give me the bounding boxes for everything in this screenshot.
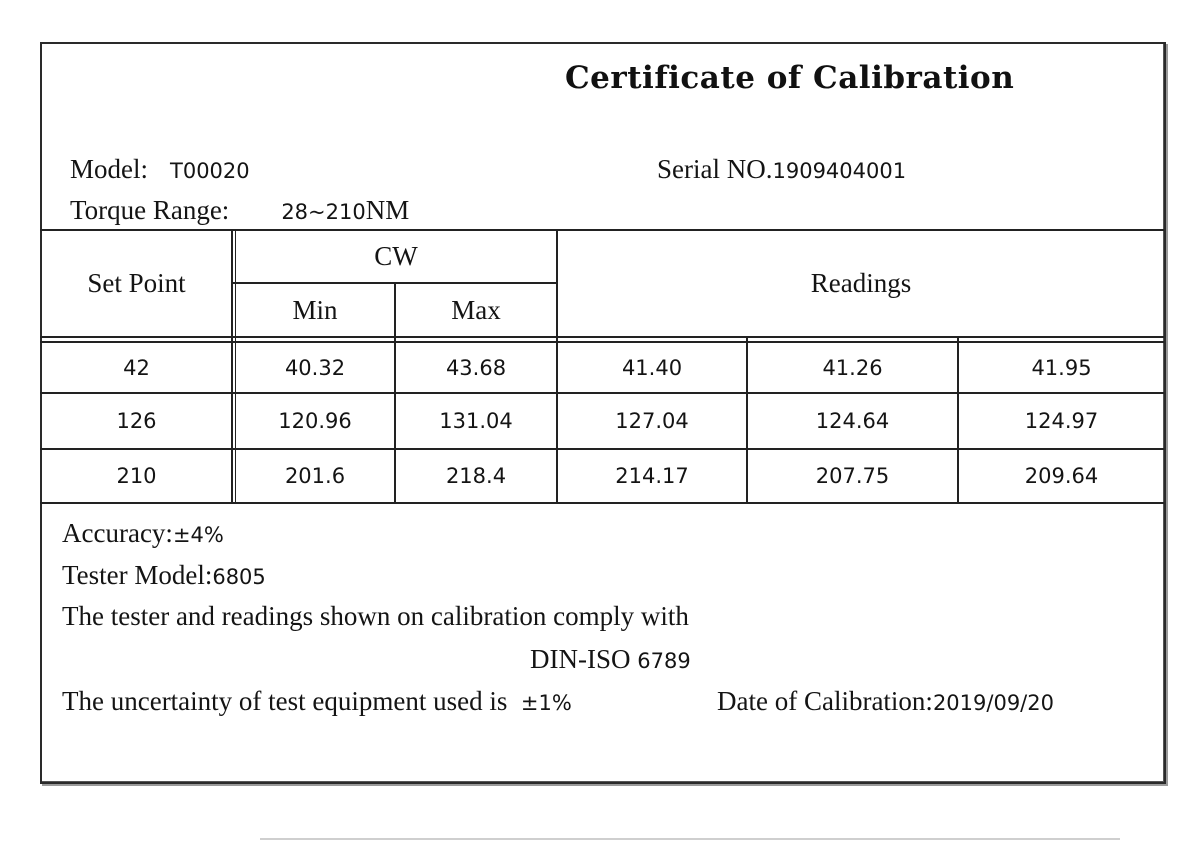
cw-header: CW <box>374 241 418 271</box>
tester-model-line <box>62 560 266 591</box>
table-cell-reading-1: 214.17 <box>615 464 689 488</box>
min-header: Min <box>292 294 338 325</box>
table-cell-max: 131.04 <box>439 409 513 433</box>
calibration-date-label: Date of Calibration: <box>717 686 933 716</box>
table-cell-reading-2: 41.26 <box>822 355 883 380</box>
table-cell-reading-3: 41.95 <box>1031 355 1092 380</box>
table-cell-reading-3: 209.64 <box>1024 464 1099 488</box>
accuracy-value: ±4% <box>172 523 224 547</box>
uncertainty-value: ±1% <box>520 691 572 715</box>
model-line <box>70 154 250 185</box>
table-cell-min: 201.6 <box>284 464 346 488</box>
tester-model-label: Tester Model: <box>62 560 213 590</box>
serial-label: Serial NO. <box>657 154 773 184</box>
tester-model-value: 6805 <box>212 565 266 589</box>
comply-statement: The tester and readings shown on calibration comply with <box>62 601 689 631</box>
table-cell-max: 218.4 <box>445 464 507 488</box>
uncertainty-line <box>62 686 572 717</box>
uncertainty-label: The uncertainty of test equipment used is <box>62 686 508 716</box>
torque-range-label: Torque Range: <box>70 195 230 225</box>
set-point-header: Set Point <box>87 268 186 298</box>
standard-label: DIN-ISO <box>530 644 631 674</box>
torque-range-line <box>70 195 409 226</box>
table-cell-reading-2: 207.75 <box>815 464 890 488</box>
table-cell-set-point: 42 <box>123 355 150 380</box>
table-cell-min: 40.32 <box>284 355 346 380</box>
certificate-title: Certificate of Calibration <box>565 60 1015 96</box>
table-cell-set-point: 126 <box>116 409 157 433</box>
table-rule-col1 <box>231 229 233 504</box>
table-cell-reading-2: 124.64 <box>815 409 890 433</box>
calibration-date-line <box>717 686 1054 717</box>
table-rule-header-a <box>40 336 1164 338</box>
standard-line <box>530 644 691 675</box>
serial-line <box>657 154 906 185</box>
table-rule-bottom <box>40 502 1164 504</box>
model-value: T00020 <box>170 159 250 183</box>
table-cell-reading-1: 41.40 <box>621 355 683 380</box>
table-cell-min: 120.96 <box>278 409 352 433</box>
accuracy-line <box>62 518 224 549</box>
table-cell-max: 43.68 <box>445 355 507 380</box>
readings-header: Readings <box>810 268 912 298</box>
model-label: Model: <box>70 154 148 184</box>
table-cell-reading-3: 124.97 <box>1024 409 1099 433</box>
standard-value: 6789 <box>637 649 691 673</box>
table-cell-reading-1: 127.04 <box>615 409 689 433</box>
torque-range-value: 28~210 <box>281 200 366 224</box>
table-cell-set-point: 210 <box>116 464 157 488</box>
accuracy-label: Accuracy: <box>62 518 173 548</box>
torque-range-unit: NM <box>365 195 410 225</box>
max-header: Max <box>451 294 501 325</box>
calibration-date-value: 2019/09/20 <box>932 691 1054 715</box>
serial-value: 1909404001 <box>772 159 907 183</box>
scan-edge-line <box>260 838 1120 840</box>
